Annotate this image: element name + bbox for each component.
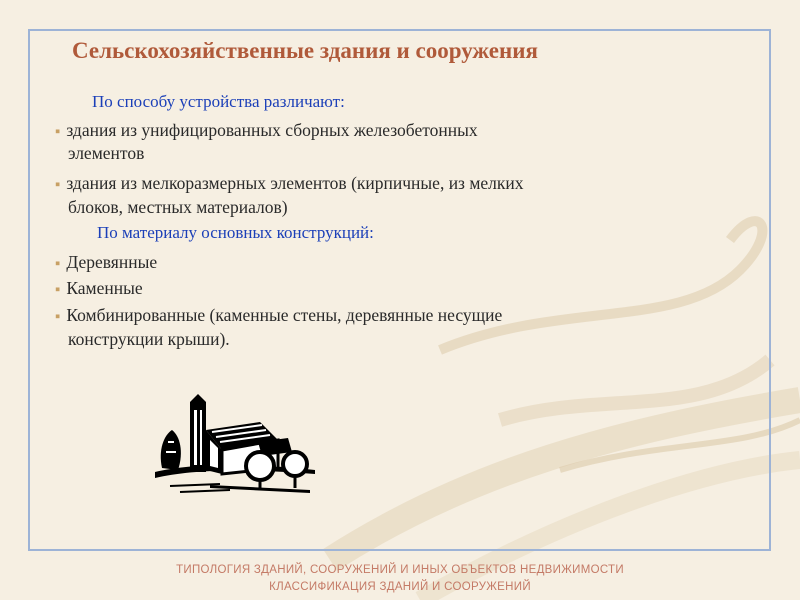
section-heading-material: По материалу основных конструкций: [97, 223, 374, 242]
farm-building-clipart [150, 390, 320, 500]
list-item [55, 275, 143, 303]
list-item-text: Комбинированные (каменные стены, деревянные несущие [66, 305, 503, 325]
footer-course-title: ТИПОЛОГИЯ ЗДАНИЙ, СООРУЖЕНИЙ И ИНЫХ ОБЪЕКТОВ НЕДВИЖИМОСТИ [176, 564, 624, 576]
list-item-text: здания из мелкоразмерных элементов (кирпичные, из мелких [66, 173, 524, 193]
list-item-text: Деревянные [66, 252, 158, 272]
list-item [55, 170, 524, 198]
bullet-icon: ▪ [55, 282, 61, 298]
list-item-text: Каменные [66, 278, 143, 298]
list-item-text: здания из унифицированных сборных железобетонных [66, 120, 478, 140]
bullet-icon: ▪ [55, 124, 61, 140]
list-item-continuation: элементов [68, 143, 145, 163]
list-item [55, 117, 478, 145]
list-item-continuation: блоков, местных материалов) [68, 197, 288, 217]
list-item [55, 302, 502, 330]
section-heading-construction: По способу устройства различают: [92, 92, 345, 111]
bullet-icon: ▪ [55, 177, 61, 193]
slide-title: Сельскохозяйственные здания и сооружения [72, 38, 538, 63]
list-item [55, 249, 157, 277]
list-item-continuation: конструкции крыши). [68, 329, 230, 349]
bullet-icon: ▪ [55, 309, 61, 325]
bullet-icon: ▪ [55, 256, 61, 272]
footer-section-title: КЛАССИФИКАЦИЯ ЗДАНИЙ И СООРУЖЕНИЙ [269, 581, 531, 593]
